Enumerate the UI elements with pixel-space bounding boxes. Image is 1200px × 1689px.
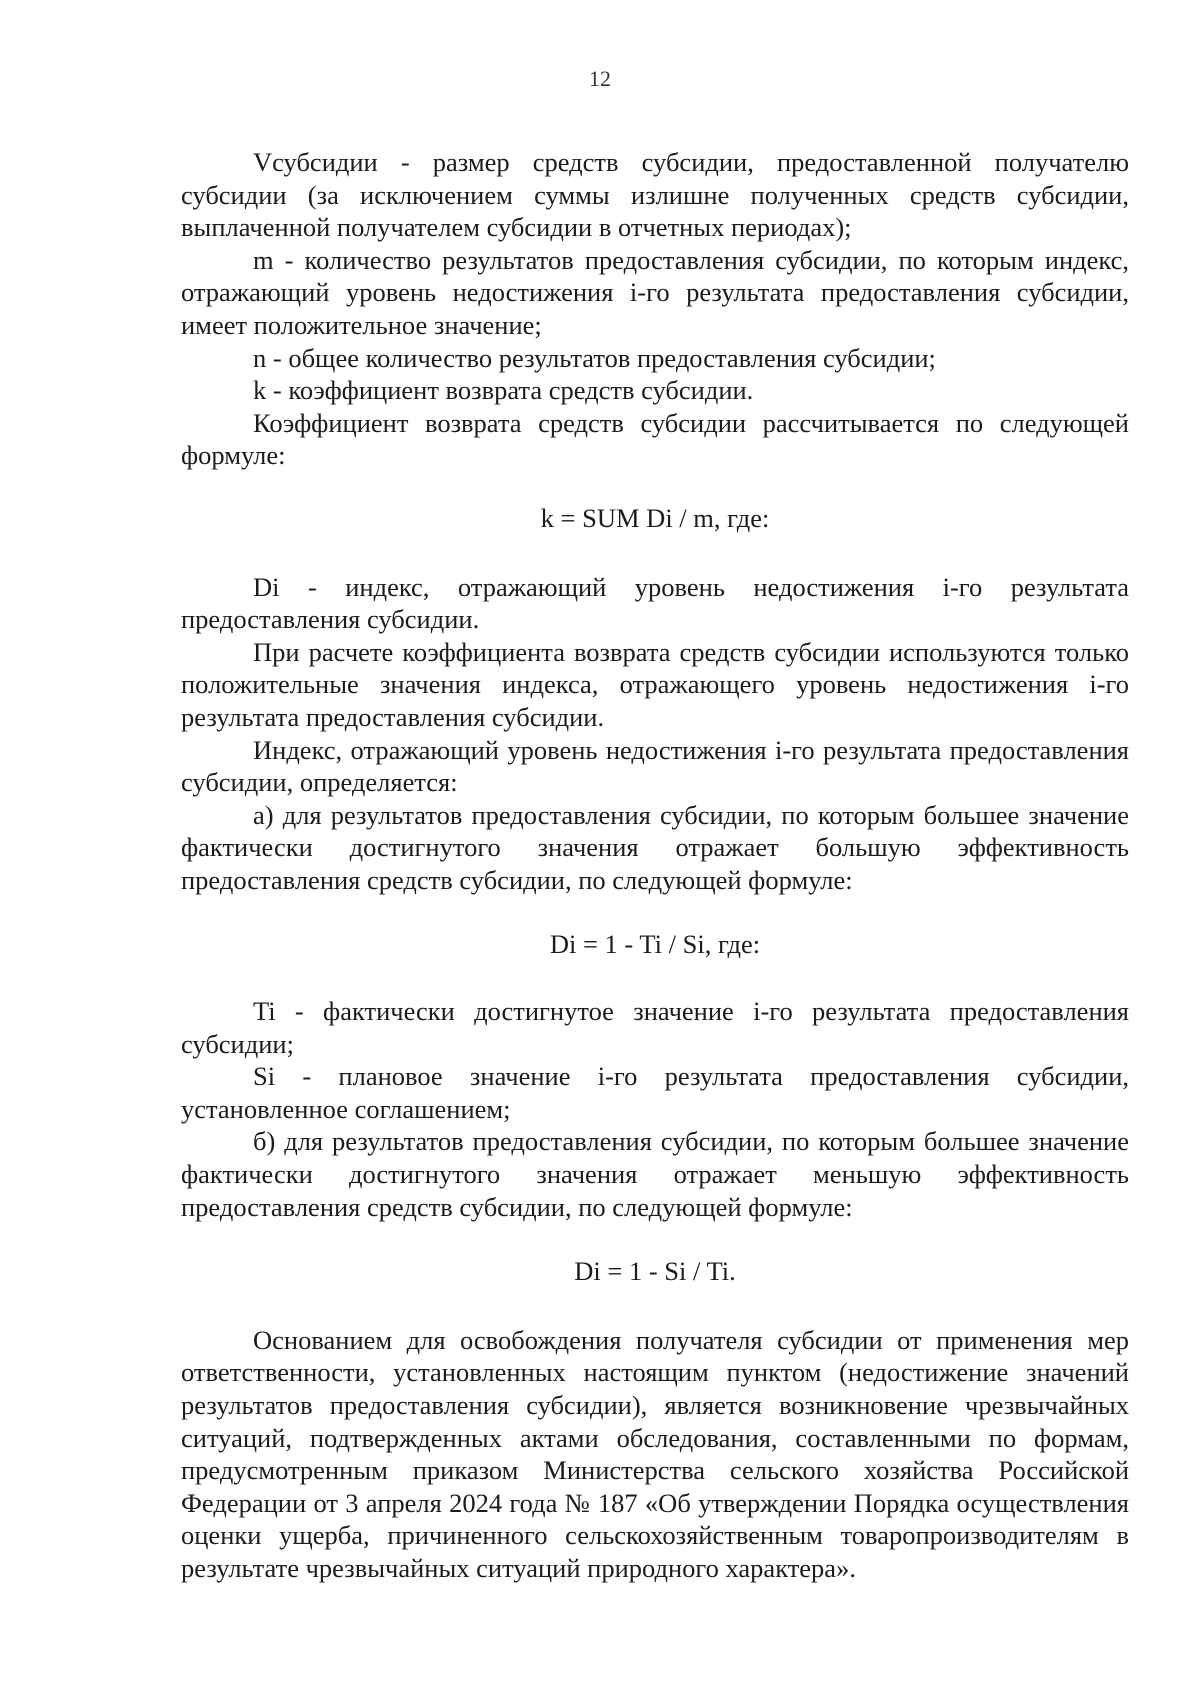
paragraph-n-definition: n - общее количество результатов предоставления субсидии; <box>253 342 936 373</box>
paragraph-si-definition: Si - плановое значение i-го результата предоставления субсидии, установленное соглашением; <box>181 1061 1129 1124</box>
formula-k: k = SUM Di / m, где: <box>540 502 770 533</box>
paragraph-v-subsidy: Vсубсидии - размер средств субсидии, предоставленной получателю субсидии (за исключением суммы излишне полученных средств субсидии, выплаченной получателем субсидии в отчетных периодах); <box>181 147 1129 243</box>
paragraph-index-determination: Индекс, отражающий уровень недостижения i-го результата предоставления субсидии, определяется: <box>181 734 1129 798</box>
formula-di-b: Di = 1 - Si / Ti. <box>574 1256 736 1287</box>
paragraph-case-b: б) для результатов предоставления субсидии, по которым большее значение фактически достигнутого значения отражает меньшую эффективность предоставления средств субсидии, по следующей формуле: <box>181 1126 1129 1222</box>
page-number: 12 <box>589 66 611 91</box>
paragraph-exemption-basis: Основанием для освобождения получателя субсидии от применения мер ответственности, установленных настоящим пунктом (недостижение значений результатов предоставления субсидии), является возникновение чрезвычайных ситуаций, подтвержденных актами обследования, составленными по формам, предусмотренным приказом Министерства сельского хозяйства Российской Федерации от 3 апреля 2024 года № 187 «Об утверждении Порядка осуществления оценки ущерба, причиненного сельскохозяйственным товаропроизводителям в результате чрезвычайных ситуаций природного характера». <box>181 1324 1129 1583</box>
paragraph-k-formula-intro: Коэффициент возврата средств субсидии рассчитывается по следующей формуле: <box>181 407 1129 471</box>
paragraph-ti-definition: Ti - фактически достигнутое значение i-го результата предоставления субсидии; <box>181 996 1129 1059</box>
paragraph-case-a: а) для результатов предоставления субсидии, по которым большее значение фактически достигнутого значения отражает большую эффективность предоставления средств субсидии, по следующей формуле: <box>181 799 1129 895</box>
paragraph-positive-values: При расчете коэффициента возврата средств субсидии используются только положительные значения индекса, отражающего уровень недостижения i-го результата предоставления субсидии. <box>181 636 1129 732</box>
paragraph-di-definition: Di - индекс, отражающий уровень недостижения i-го результата предоставления субсидии. <box>181 571 1129 635</box>
paragraph-m-definition: m - количество результатов предоставления субсидии, по которым индекс, отражающий уровень недостижения i-го результата предоставления субсидии, имеет положительное значение; <box>181 244 1129 340</box>
document-body <box>181 146 1129 1585</box>
formula-di-a: Di = 1 - Ti / Si, где: <box>549 929 761 960</box>
paragraph-k-definition: k - коэффициент возврата средств субсидии. <box>253 375 754 406</box>
